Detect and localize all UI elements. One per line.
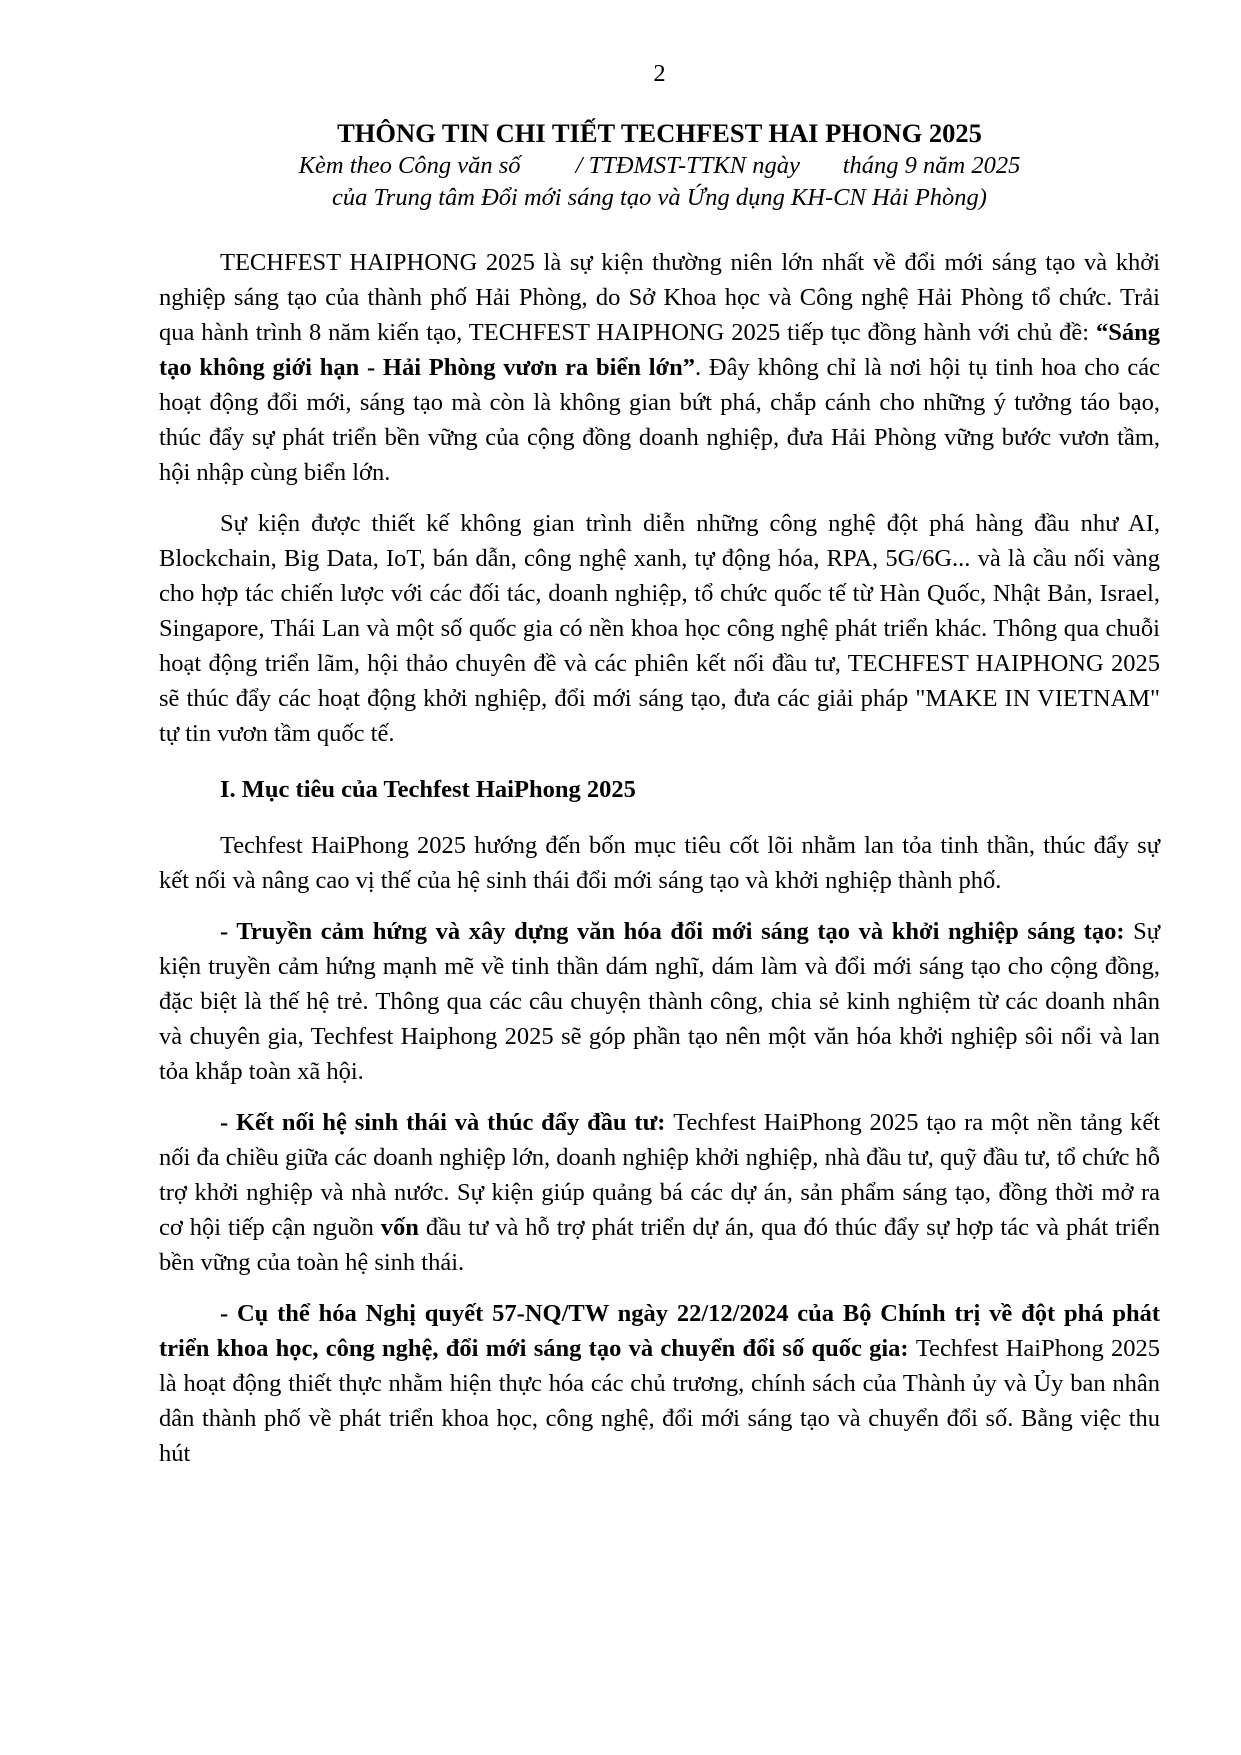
document-title: THÔNG TIN CHI TIẾT TECHFEST HAI PHONG 2025	[337, 118, 982, 148]
bullet-resolution-body: Techfest HaiPhong 2025 là hoạt động thiết thực nhằm hiện thực hóa các chủ trương, chính sách của Thành ủy và Ủy ban nhân dân thành phố về phát triển khoa học, công nghệ, đổi mới sáng tạo và chuyển đổi số. Bằng việc thu hút	[159, 1335, 1160, 1467]
bullet-inspire-culture	[159, 914, 1160, 1089]
section-heading-objectives: I. Mục tiêu của Techfest HaiPhong 2025	[220, 776, 636, 803]
bullet-inspire-body: Sự kiện truyền cảm hứng mạnh mẽ về tinh thần dám nghĩ, dám làm và đổi mới sáng tạo cho cộng đồng, đặc biệt là thế hệ trẻ. Thông qua các câu chuyện thành công, chia sẻ kinh nghiệm từ các doanh nhân và chuyên gia, Techfest Haiphong 2025 sẽ góp phần tạo nên một văn hóa khởi nghiệp sôi nổi và lan tỏa khắp toàn xã hội.	[159, 918, 1160, 1085]
bullet-resolution-57	[159, 1296, 1160, 1471]
document-header	[159, 116, 1160, 214]
bullet-connect-body-2: đầu tư và hỗ trợ phát triển dự án, qua đó thúc đẩy sự hợp tác và phát triển bền vững của toàn hệ sinh thái.	[159, 1214, 1160, 1276]
bullet-connect-body-1: Techfest HaiPhong 2025 tạo ra một nền tảng kết nối đa chiều giữa các doanh nghiệp lớn, doanh nghiệp khởi nghiệp, nhà đầu tư, quỹ đầu tư, tổ chức hỗ trợ khởi nghiệp và nhà nước. Sự kiện giúp quảng bá các dự án, sản phẩm sáng tạo, đồng thời mở ra cơ hội tiếp cận nguồn	[159, 1109, 1160, 1241]
bullet-inspire-lead: - Truyền cảm hứng và xây dựng văn hóa đổi mới sáng tạo và khởi nghiệp sáng tạo:	[220, 918, 1134, 945]
bullet-connect-lead: - Kết nối hệ sinh thái và thúc đẩy đầu tư:	[220, 1109, 674, 1136]
bullet-connect-emphasis: vốn	[380, 1214, 419, 1241]
paragraph-intro	[159, 245, 1160, 490]
paragraph-objectives-intro: Techfest HaiPhong 2025 hướng đến bốn mục tiêu cốt lõi nhằm lan tỏa tinh thần, thúc đẩy sự kết nối và nâng cao vị thế của hệ sinh thái đổi mới sáng tạo và khởi nghiệp thành phố.	[159, 832, 1160, 894]
intro-run-1: TECHFEST HAIPHONG 2025 là sự kiện thường niên lớn nhất về đổi mới sáng tạo và khởi nghiệp sáng tạo của thành phố Hải Phòng, do Sở Khoa học và Công nghệ Hải Phòng tổ chức. Trải qua hành trình 8 năm kiến tạo, TECHFEST HAIPHONG 2025 tiếp tục đồng hành với chủ đề:	[159, 249, 1160, 346]
issuing-agency-line: của Trung tâm Đổi mới sáng tạo và Ứng dụng KH-CN Hải Phòng)	[332, 184, 987, 211]
document-body	[159, 245, 1160, 1471]
bullet-resolution-lead: - Cụ thể hóa Nghị quyết 57-NQ/TW ngày 22/12/2024 của Bộ Chính trị về đột phá phát triển khoa học, công nghệ, đổi mới sáng tạo và chuyển đổi số quốc gia:	[159, 1300, 1160, 1362]
intro-run-2: . Đây không chỉ là nơi hội tụ tinh hoa cho các hoạt động đổi mới, sáng tạo mà còn là không gian bứt phá, chắp cánh cho những ý tưởng táo bạo, thúc đẩy sự phát triển bền vững của cộng đồng doanh nghiệp, đưa Hải Phòng vững bước vươn tầm, hội nhập cùng biển lớn.	[159, 354, 1161, 486]
attachment-reference-line: Kèm theo Công văn số / TTĐMST-TTKN ngày tháng 9 năm 2025	[298, 152, 1021, 179]
event-theme-quote: “Sáng tạo không giới hạn - Hải Phòng vươn ra biển lớn”	[159, 319, 1160, 381]
bullet-ecosystem-investment	[159, 1105, 1160, 1280]
page-number: 2	[653, 60, 666, 87]
paragraph-event-design: Sự kiện được thiết kế không gian trình diễn những công nghệ đột phá hàng đầu như AI, Blockchain, Big Data, IoT, bán dẫn, công nghệ xanh, tự động hóa, RPA, 5G/6G... và là cầu nối vàng cho hợp tác chiến lược với các đối tác, doanh nghiệp, tổ chức quốc tế từ Hàn Quốc, Nhật Bản, Israel, Singapore, Thái Lan và một số quốc gia có nền khoa học công nghệ phát triển khác. Thông qua chuỗi hoạt động triển lãm, hội thảo chuyên đề và các phiên kết nối đầu tư, TECHFEST HAIPHONG 2025 sẽ thúc đẩy các hoạt động khởi nghiệp, đổi mới sáng tạo, đưa các giải pháp "MAKE IN VIETNAM" tự tin vươn tầm quốc tế.	[159, 510, 1160, 747]
